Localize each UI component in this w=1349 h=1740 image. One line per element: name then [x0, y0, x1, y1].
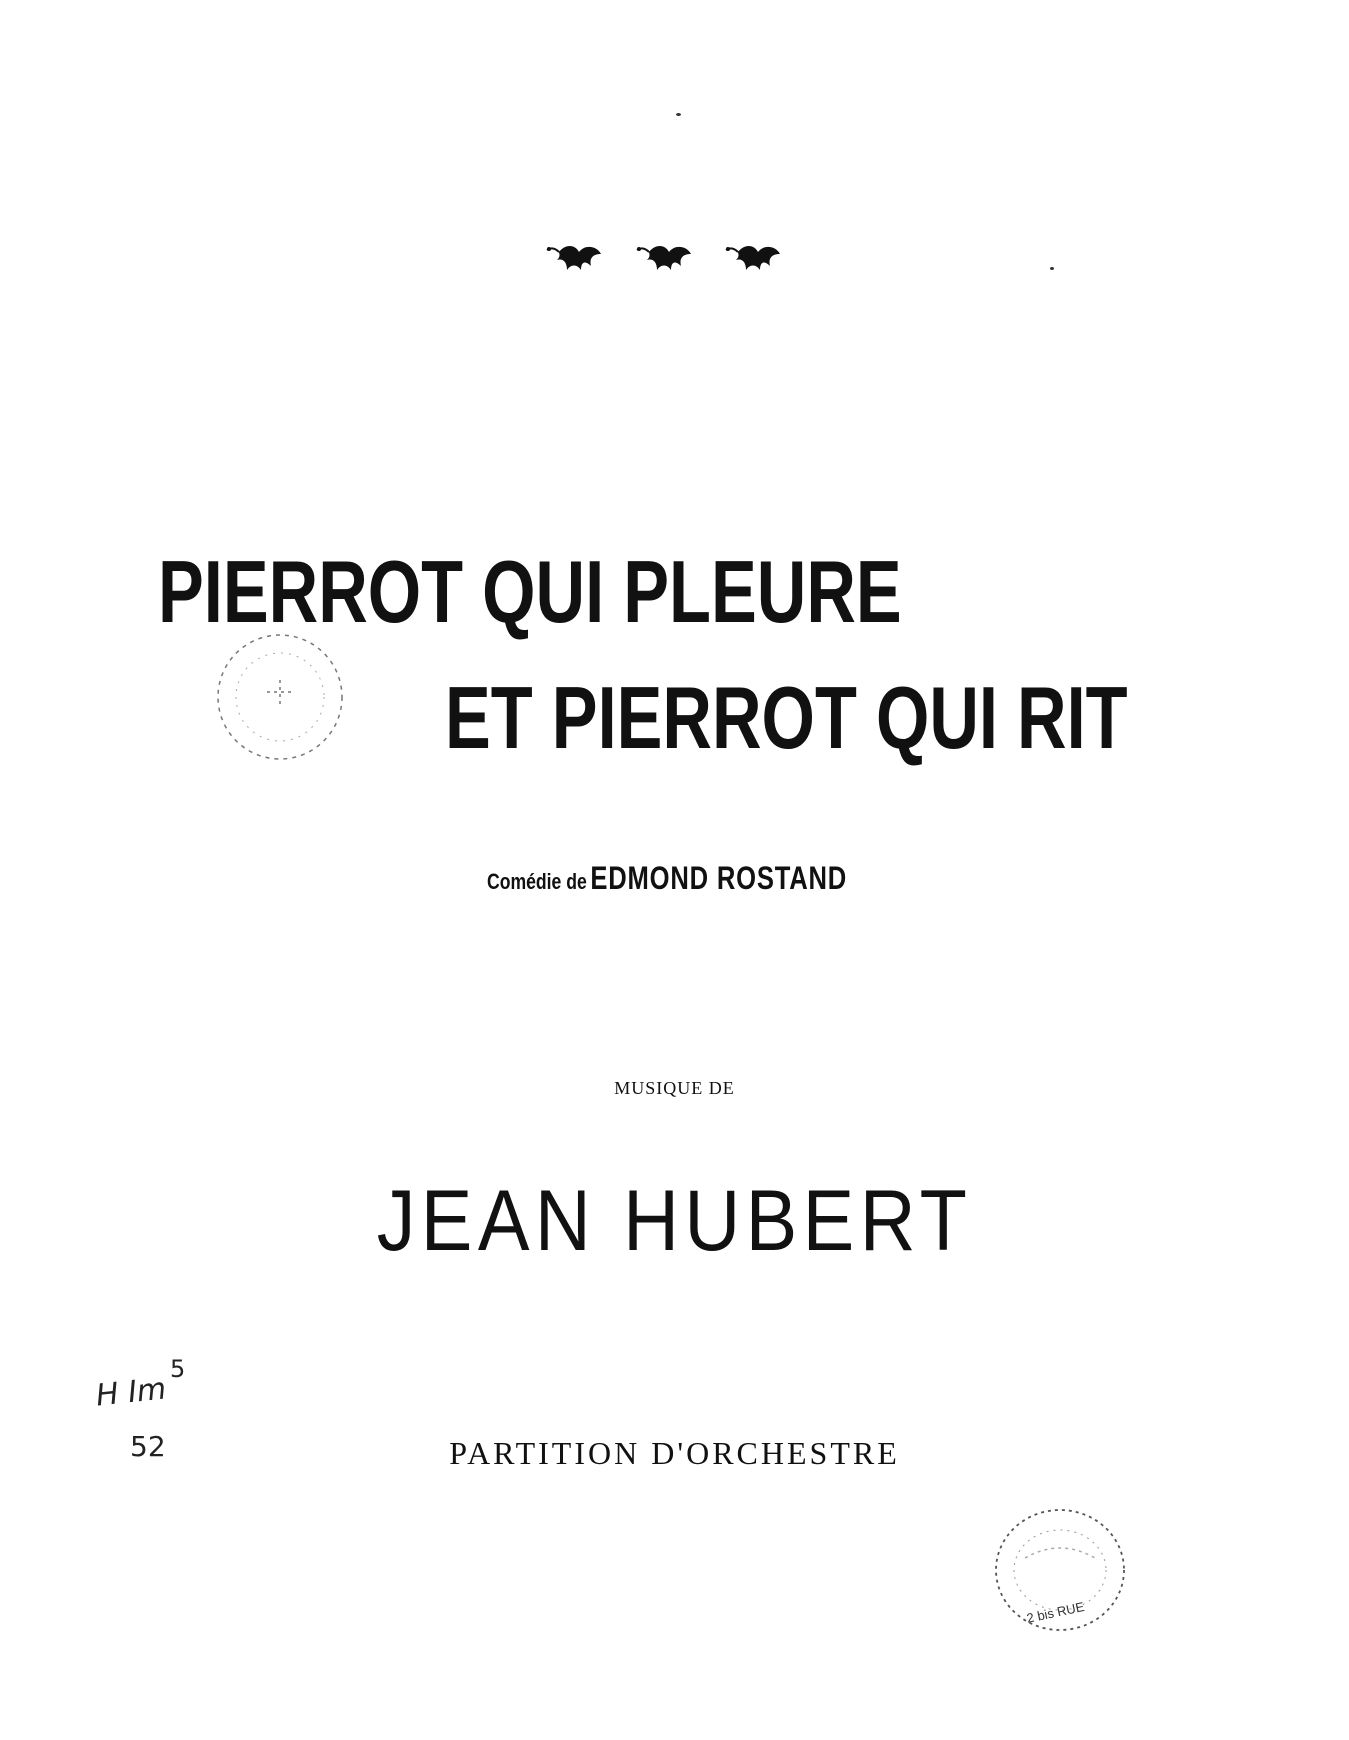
leaf-ornament-icon: [545, 240, 611, 276]
credit-author: EDMOND ROSTAND: [590, 860, 848, 896]
title-line-2: ET PIERROT QUI RIT: [445, 668, 1128, 767]
credit-line: [487, 860, 847, 897]
library-stamp-icon: [205, 622, 355, 772]
title-line-1: PIERROT QUI PLEURE: [158, 542, 902, 641]
shelfmark-number: 52: [130, 1430, 166, 1463]
music-label: MUSIQUE DE: [614, 1078, 735, 1098]
library-stamp-icon: [985, 1498, 1135, 1648]
scan-speck: [1050, 267, 1054, 270]
scan-speck: [676, 113, 681, 116]
leaf-ornament-icon: [724, 240, 790, 276]
score-type: PARTITION D'ORCHESTRE: [449, 1435, 900, 1471]
stamp-address: 2 bis RUE: [1025, 1598, 1086, 1626]
composer-name: JEAN HUBERT: [376, 1173, 973, 1269]
shelfmark-letters: H Im: [94, 1371, 168, 1414]
shelfmark-superscript: 5: [170, 1355, 186, 1383]
ornament-row: [545, 240, 790, 276]
credit-prefix: Comédie de: [487, 869, 587, 894]
leaf-ornament-icon: [635, 240, 701, 276]
